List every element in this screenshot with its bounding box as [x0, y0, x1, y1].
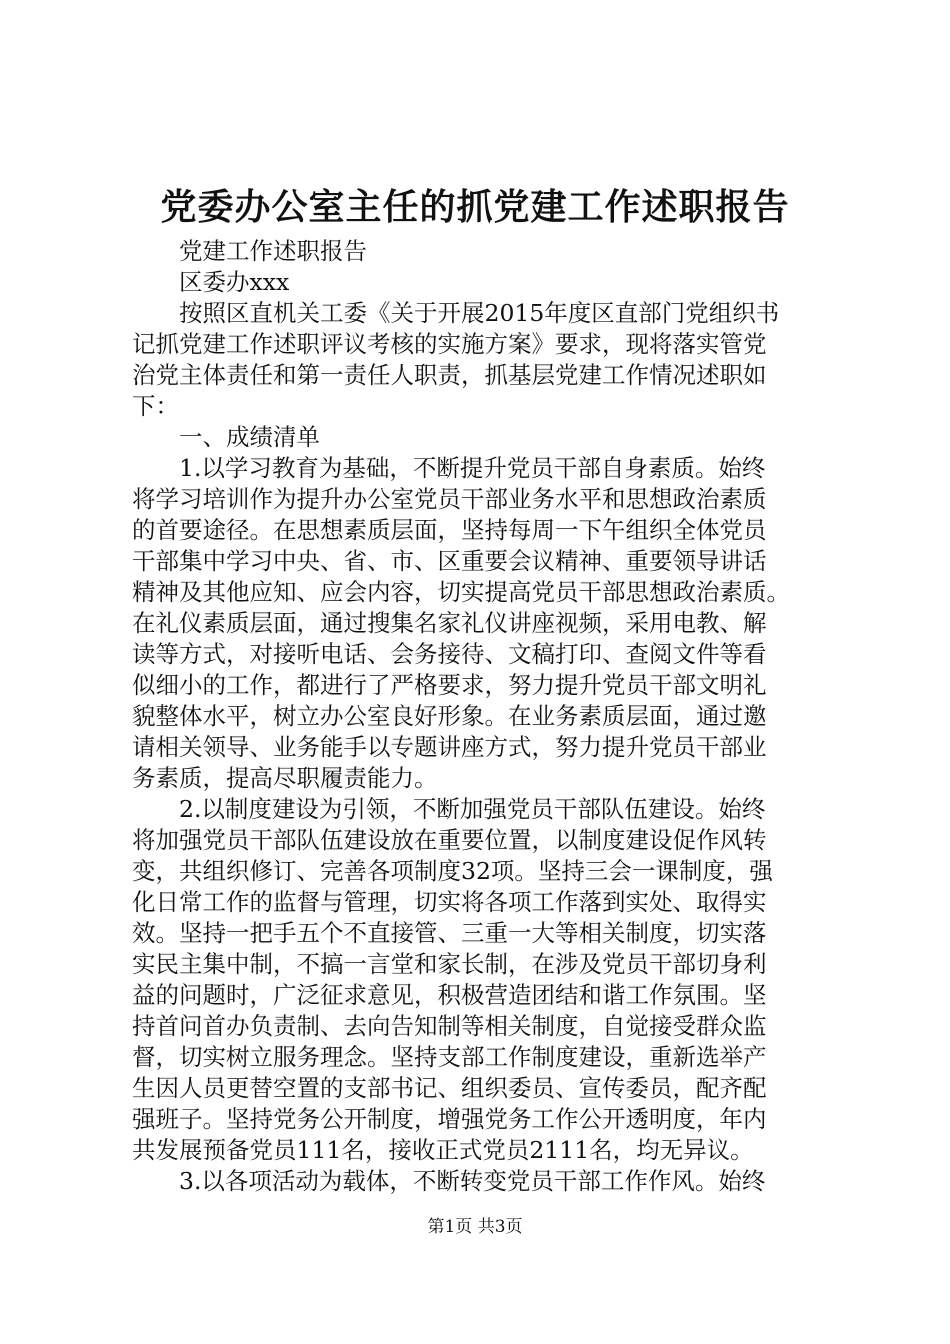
text-line: 按照区直机关工委《关于开展2015年度区直部门党组织书 [179, 299, 780, 327]
text-line: 的首要途径。在思想素质层面，坚持每周一下午组织全体党员 [132, 516, 767, 544]
text-line: 强班子。坚持党务公开制度，增强党务工作公开透明度，年内 [132, 1105, 767, 1133]
page-footer: 第1页 共3页 [427, 1217, 523, 1237]
text-line: 3.以各项活动为载体，不断转变党员干部工作作风。始终 [179, 1167, 766, 1195]
text-line: 益的问题时，广泛征求意见，积极营造团结和谐工作氛围。坚 [132, 981, 767, 1009]
text-line: 似细小的工作，都进行了严格要求，努力提升党员干部文明礼 [132, 671, 767, 699]
text-line: 生因人员更替空置的支部书记、组织委员、宣传委员，配齐配 [132, 1074, 767, 1102]
text-line: 读等方式，对接听电话、会务接待、文稿打印、查阅文件等看 [132, 640, 767, 668]
text-line: 化日常工作的监督与管理，切实将各项工作落到实处、取得实 [132, 888, 767, 916]
text-line: 一、成绩清单 [179, 423, 320, 451]
text-line: 下： [132, 392, 179, 420]
text-line: 2.以制度建设为引领，不断加强党员干部队伍建设。始终 [179, 795, 766, 823]
text-line: 实民主集中制，不搞一言堂和家长制，在涉及党员干部切身利 [132, 950, 767, 978]
document-body [132, 236, 828, 1197]
text-line: 区委办xxx [179, 268, 290, 296]
text-line: 效。坚持一把手五个不直接管、三重一大等相关制度，切实落 [132, 919, 767, 947]
text-line: 貌整体水平，树立办公室良好形象。在业务素质层面，通过邀 [132, 702, 767, 730]
text-line: 变，共组织修订、完善各项制度32项。坚持三会一课制度，强 [132, 857, 773, 885]
text-line: 将加强党员干部队伍建设放在重要位置，以制度建设促作风转 [132, 826, 767, 854]
text-line: 将学习培训作为提升办公室党员干部业务水平和思想政治素质 [132, 485, 767, 513]
text-line: 党建工作述职报告 [179, 237, 367, 265]
text-line: 治党主体责任和第一责任人职责，抓基层党建工作情况述职如 [132, 361, 767, 389]
text-line: 请相关领导、业务能手以专题讲座方式，努力提升党员干部业 [132, 733, 767, 761]
text-line: 记抓党建工作述职评议考核的实施方案》要求，现将落实管党 [132, 330, 767, 358]
text-line: 务素质，提高尽职履责能力。 [132, 764, 438, 792]
text-line: 精神及其他应知、应会内容，切实提高党员干部思想政治素质。 [132, 578, 790, 606]
text-line: 督，切实树立服务理念。坚持支部工作制度建设，重新选举产 [132, 1043, 767, 1071]
text-line: 持首问首办负责制、去向告知制等相关制度，自觉接受群众监 [132, 1012, 767, 1040]
text-line: 在礼仪素质层面，通过搜集名家礼仪讲座视频，采用电教、解 [132, 609, 767, 637]
text-line: 共发展预备党员111名，接收正式党员2111名，均无异议。 [132, 1136, 754, 1164]
document-title: 党委办公室主任的抓党建工作述职报告 [160, 186, 790, 228]
text-line: 干部集中学习中央、省、市、区重要会议精神、重要领导讲话 [132, 547, 767, 575]
text-line: 1.以学习教育为基础，不断提升党员干部自身素质。始终 [179, 454, 766, 482]
